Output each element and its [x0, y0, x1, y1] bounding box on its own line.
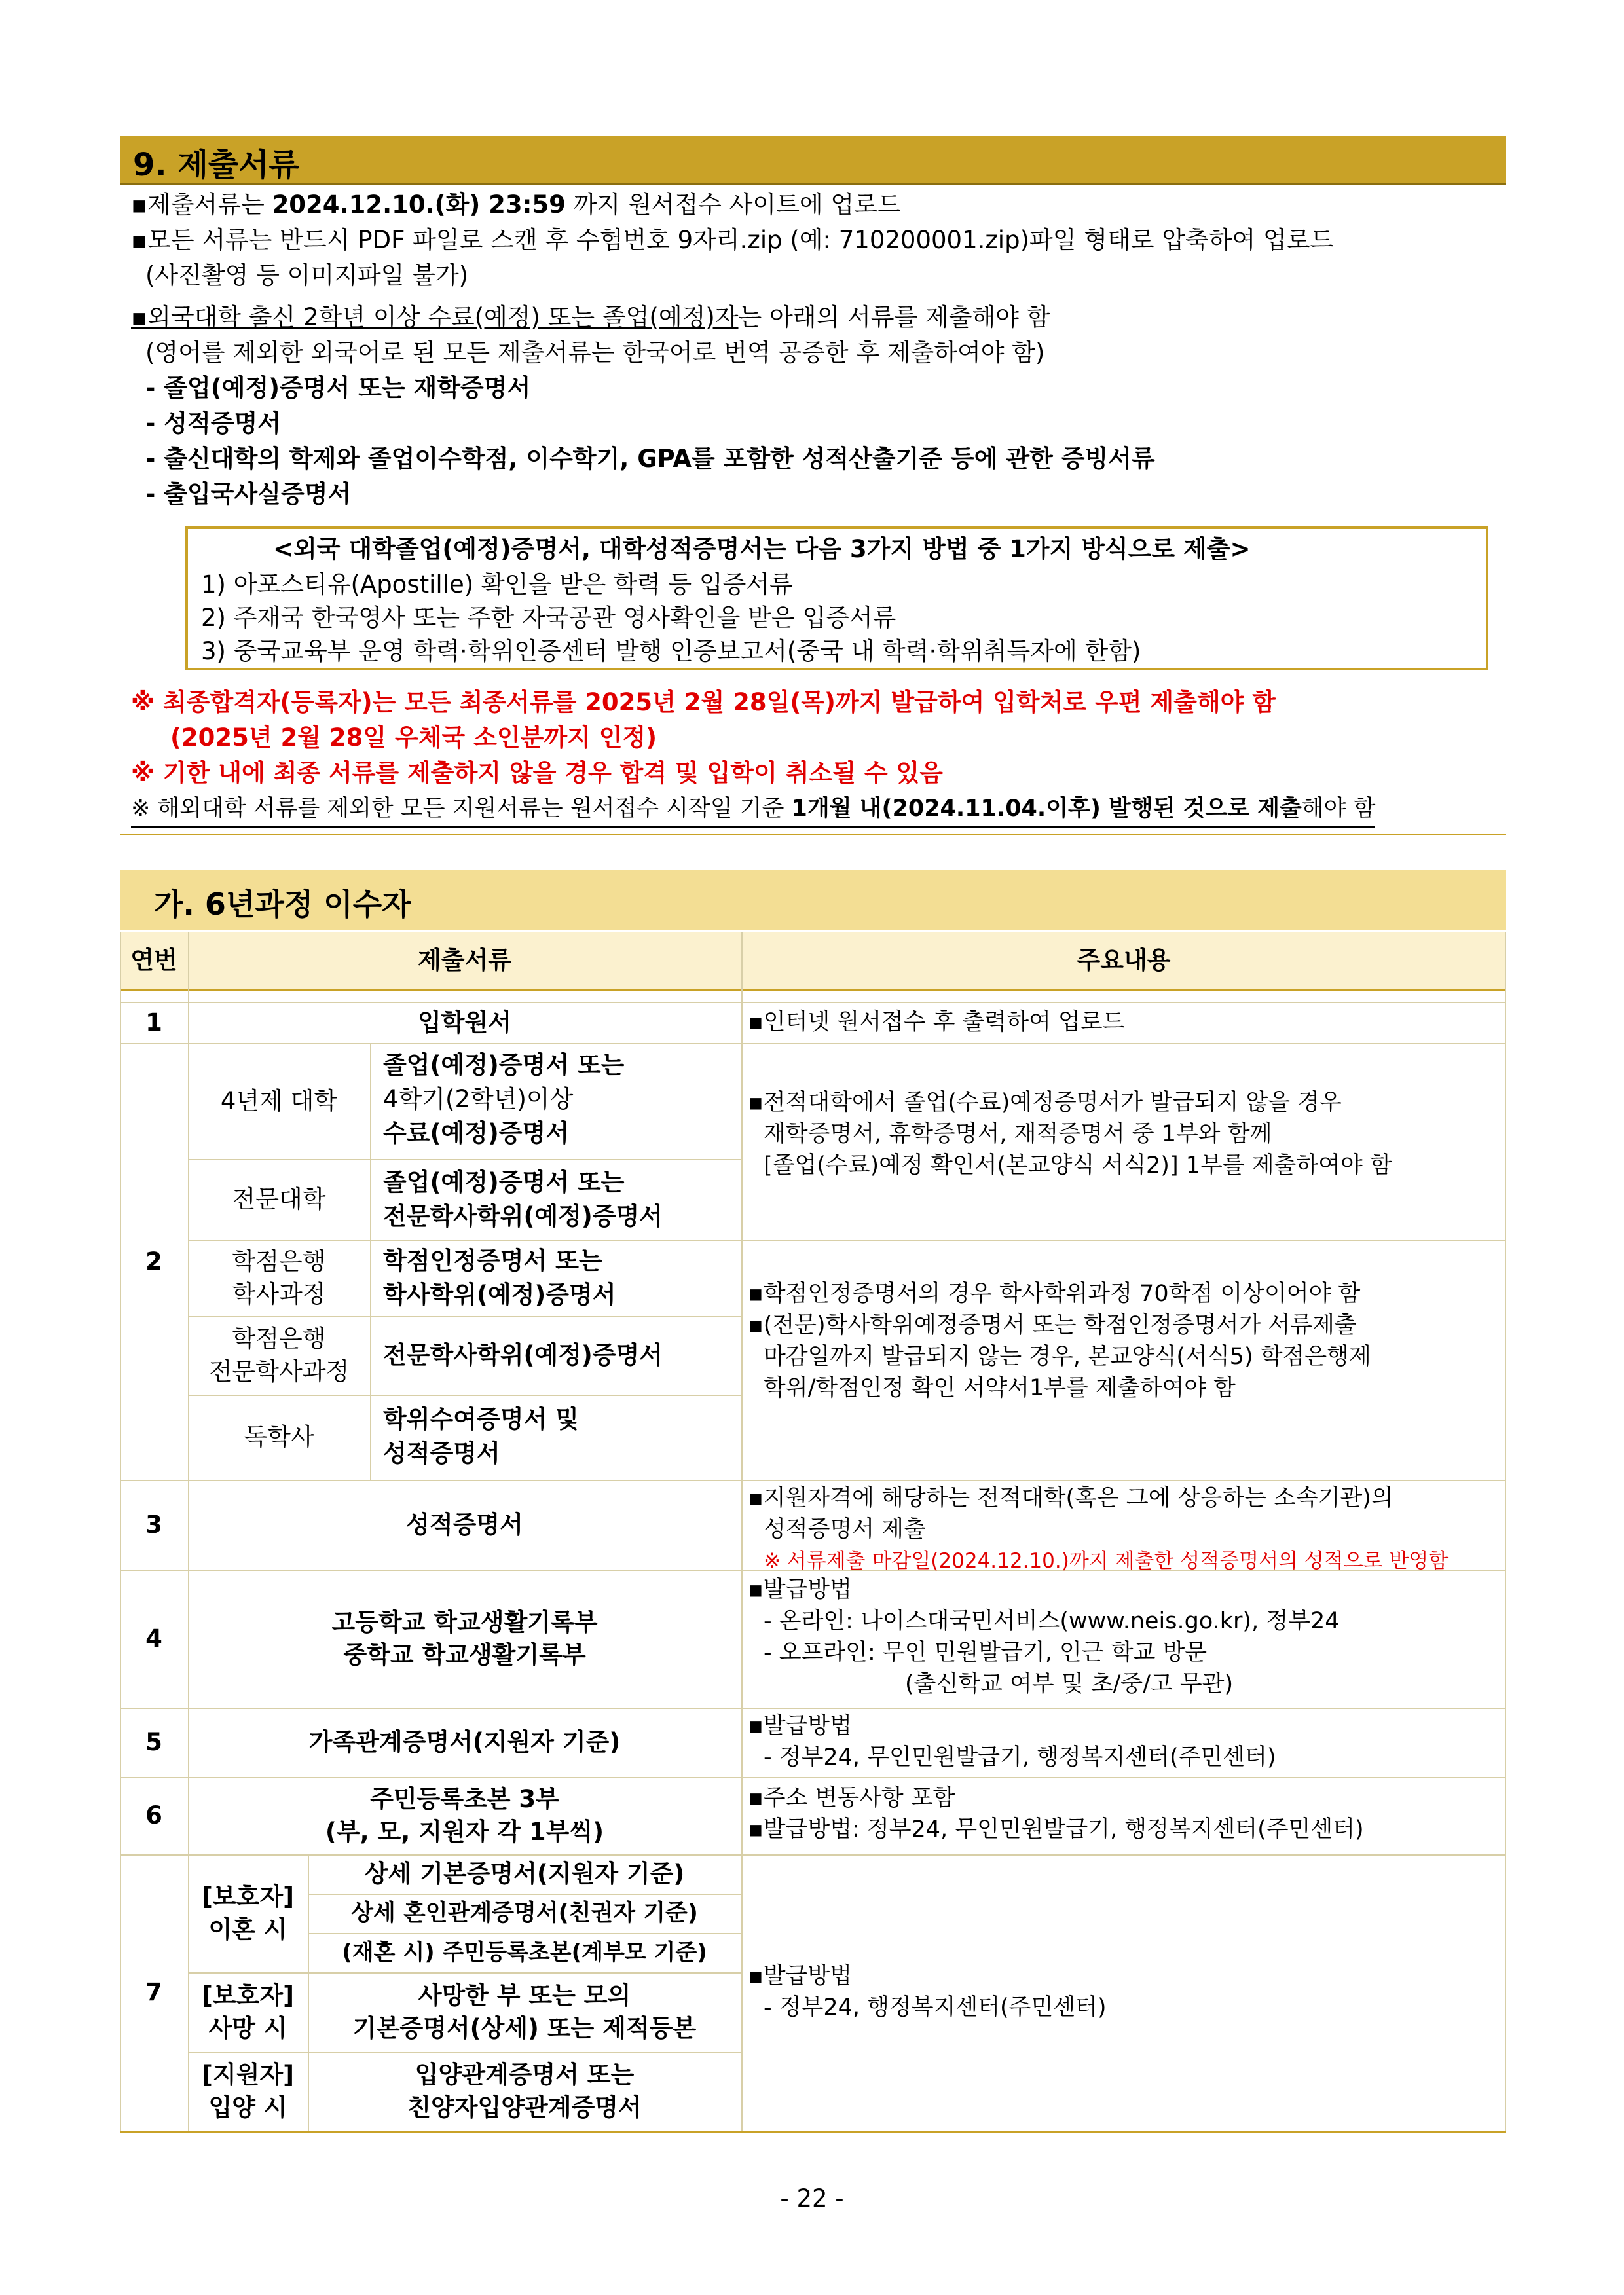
warning-postmark: (2025년 2월 28일 우체국 소인분까지 인정) — [170, 724, 657, 752]
row2-content-a-line1: ▪전적대학에서 졸업(수료)예정증명서가 발급되지 않을 경우 — [748, 1090, 1342, 1116]
row7-content-line1: ▪발급방법 — [748, 1963, 852, 1989]
row2-doc-credit-bachelor — [383, 1244, 616, 1312]
row2-type-credit-associate: 학점은행 전문학사과정 — [208, 1325, 350, 1386]
row2-type-college: 전문대학 — [232, 1185, 326, 1213]
row2-content-b — [748, 1278, 1371, 1404]
row2-doc-4yr-line1: 졸업(예정)증명서 또는 — [383, 1051, 625, 1079]
row7-g1-label — [188, 1854, 308, 1972]
row2-doc-4yr-line3: 수료(예정)증명서 — [383, 1119, 570, 1147]
row7-g3-doc-line1: 입양관계증명서 또는 — [415, 2061, 635, 2089]
row7-g1-doc3: (재혼 시) 주민등록초본(계부모 기준) — [342, 1939, 707, 1966]
row2-doc-credit-associate-line1: 전문학사학위(예정)증명서 — [383, 1341, 663, 1369]
row4-no: 4 — [145, 1625, 162, 1653]
row6-doc — [188, 1777, 741, 1854]
row2-content-b-line3: 마감일까지 발급되지 않는 경우, 본교양식(서식5) 학점은행제 — [764, 1344, 1371, 1370]
note-foreign — [131, 300, 1050, 335]
row7-g2-label-line1: [보호자] — [201, 1981, 295, 2010]
method-box-title: <외국 대학졸업(예정)증명서, 대학성적증명서는 다음 3가지 방법 중 1가지 방식으로 제출> — [273, 535, 1251, 563]
warning-issue-date — [131, 791, 1375, 828]
row2-content-b-line1: ▪학점인정증명서의 경우 학사학위과정 70학점 이상이어야 함 — [748, 1281, 1361, 1307]
row2-doc-credit-bachelor-line2: 학사학위(예정)증명서 — [383, 1281, 616, 1309]
th-no: 연번 — [130, 946, 177, 974]
row7-content-line2: - 정부24, 행정복지센터(주민센터) — [764, 1994, 1107, 2021]
row4-content-line3: - 오프라인: 무인 민원발급기, 인근 학교 방문 — [764, 1640, 1208, 1666]
row1-content: ▪인터넷 원서접수 후 출력하여 업로드 — [748, 1009, 1125, 1035]
row2-type-credit-bachelor: 학점은행 학사과정 — [232, 1247, 326, 1308]
row3-no: 3 — [145, 1511, 162, 1539]
row4-doc — [188, 1570, 741, 1708]
method-item-1: 1) 아포스티유(Apostille) 확인을 받은 학력 등 입증서류 — [201, 570, 793, 598]
row5-doc: 가족관계증명서(지원자 기준) — [308, 1728, 621, 1756]
row4-doc-line1: 고등학교 학교생활기록부 — [331, 1608, 598, 1636]
row1-doc: 입학원서 — [418, 1008, 511, 1037]
row6-content — [748, 1782, 1364, 1845]
note-deadline — [131, 187, 901, 223]
row3-content-line2: 성적증명서 제출 — [764, 1516, 926, 1543]
row3-content — [748, 1482, 1448, 1577]
doc-item-2: - 성적증명서 — [145, 409, 281, 437]
row1-no: 1 — [145, 1008, 162, 1037]
row7-g1-label-line1: [보호자] — [201, 1882, 295, 1911]
row3-content-line1: ▪지원자격에 해당하는 전적대학(혹은 그에 상응하는 소속기관)의 — [748, 1485, 1393, 1511]
row5-content — [748, 1710, 1276, 1773]
section-header — [120, 136, 1506, 185]
row7-g2-doc-line2: 기본증명서(상세) 또는 제적등본 — [352, 2014, 697, 2042]
row6-doc-line1: 주민등록초본 3부 — [370, 1785, 559, 1813]
row7-g3-label-line2: 입양 시 — [208, 2093, 287, 2121]
row6-no: 6 — [145, 1801, 162, 1829]
method-box — [185, 526, 1488, 670]
row4-content-line2: - 온라인: 나이스대국민서비스(www.neis.go.kr), 정부24 — [764, 1608, 1340, 1634]
row7-g1-doc1: 상세 기본증명서(지원자 기준) — [364, 1860, 685, 1888]
row2-doc-college-line1: 졸업(예정)증명서 또는 — [383, 1168, 625, 1196]
row2-doc-self-study-line1: 학위수여증명서 및 — [383, 1405, 579, 1433]
row2-content-a-line3: [졸업(수료)예정 확인서(본교양식 서식2)] 1부를 제출하여야 함 — [764, 1152, 1392, 1179]
row2-content-a-line2: 재학증명서, 휴학증명서, 재적증명서 중 1부와 함께 — [764, 1121, 1272, 1147]
warning-cancel: ※ 기한 내에 최종 서류를 제출하지 않을 경우 합격 및 입학이 취소될 수 있음 — [131, 759, 943, 787]
method-item-2: 2) 주재국 한국영사 또는 주한 자국공관 영사확인을 받은 입증서류 — [201, 604, 896, 632]
row2-doc-credit-associate — [383, 1338, 663, 1372]
row2-content-b-line2: ▪(전문)학사학위예정증명서 또는 학점인정증명서가 서류제출 — [748, 1312, 1357, 1338]
row3-doc: 성적증명서 — [406, 1511, 523, 1539]
page-number: - 22 - — [780, 2184, 844, 2212]
row5-content-line2: - 정부24, 무인민원발급기, 행정복지센터(주민센터) — [764, 1744, 1276, 1771]
note-pdf-sub: (사진촬영 등 이미지파일 불가) — [145, 261, 469, 289]
doc-item-4: - 출입국사실증명서 — [145, 480, 352, 508]
row2-doc-college-line2: 전문학사학위(예정)증명서 — [383, 1202, 663, 1230]
row2-doc-self-study-line2: 성적증명서 — [383, 1439, 500, 1467]
row4-content-line4: (출신학교 여부 및 초/중/고 무관) — [905, 1671, 1234, 1697]
row2-doc-college — [383, 1166, 663, 1234]
note-foreign-underlined: ▪외국대학 출신 2학년 이상 수료(예정) 또는 졸업(예정)자 — [131, 303, 739, 331]
row7-g3-label-line1: [지원자] — [201, 2061, 295, 2089]
th-content: 주요내용 — [1077, 946, 1171, 974]
note-deadline-prefix: ▪제출서류는 — [131, 191, 272, 219]
th-docs: 제출서류 — [418, 946, 511, 974]
note-foreign-rest: 는 아래의 서류를 제출해야 함 — [738, 303, 1050, 331]
row5-content-line1: ▪발급방법 — [748, 1713, 852, 1739]
note-pdf: ▪모든 서류는 반드시 PDF 파일로 스캔 후 수험번호 9자리.zip (예: 710200001.zip)파일 형태로 압축하여 업로드 — [131, 226, 1334, 254]
row2-content-b-line4: 학위/학점인정 확인 서약서1부를 제출하여야 함 — [764, 1375, 1236, 1401]
doc-item-1: - 졸업(예정)증명서 또는 재학증명서 — [145, 374, 531, 402]
row3-note: ※ 서류제출 마감일(2024.12.10.)까지 제출한 성적증명서의 성적으로 반영함 — [764, 1549, 1449, 1573]
divider — [120, 834, 1506, 835]
row4-doc-line2: 중학교 학교생활기록부 — [343, 1641, 586, 1669]
note-deadline-suffix: 까지 원서접수 사이트에 업로드 — [565, 191, 901, 219]
row2-doc-4yr-line2: 4학기(2학년)이상 — [383, 1085, 574, 1113]
row2-content-a — [748, 1087, 1392, 1181]
row7-content — [748, 1960, 1107, 2023]
row4-content-line1: ▪발급방법 — [748, 1577, 852, 1603]
row6-content-line2: ▪발급방법: 정부24, 무인민원발급기, 행정복지센터(주민센터) — [748, 1816, 1364, 1843]
note-deadline-date: 2024.12.10.(화) 23:59 — [272, 191, 566, 219]
row2-type-4yr: 4년제 대학 — [220, 1086, 338, 1115]
row2-doc-self-study — [383, 1403, 579, 1471]
method-item-3: 3) 중국교육부 운영 학력·학위인증센터 발행 인증보고서(중국 내 학력·학위취득자에 한함) — [201, 637, 1141, 665]
row7-no: 7 — [145, 1978, 162, 2006]
row5-no: 5 — [145, 1728, 162, 1756]
row7-g2-doc-line1: 사망한 부 또는 모의 — [418, 1981, 631, 2010]
row7-g3-doc-line2: 친양자입양관계증명서 — [407, 2093, 642, 2121]
note-translation: (영어를 제외한 외국어로 된 모든 제출서류는 한국어로 번역 공증한 후 제출하여야 함) — [145, 339, 1045, 367]
row7-g1-label-line2: 이혼 시 — [208, 1915, 287, 1943]
row7-g1-doc2: 상세 혼인관계증명서(친권자 기준) — [351, 1900, 698, 1926]
warning-issue-bold: 1개월 내(2024.11.04.이후) 발행된 것으로 제출 — [791, 796, 1302, 822]
section-title: 9. 제출서류 — [133, 147, 299, 183]
warning-issue-suffix: 해야 함 — [1301, 796, 1376, 822]
row7-g2-label-line2: 사망 시 — [208, 2014, 287, 2042]
row4-content — [748, 1574, 1340, 1700]
row2-doc-4yr — [383, 1048, 624, 1150]
row7-g2-label — [188, 1972, 308, 2052]
row6-content-line1: ▪주소 변동사항 포함 — [748, 1785, 955, 1811]
row7-g3-doc — [308, 2052, 741, 2131]
subsection-title: 가. 6년과정 이수자 — [154, 887, 411, 922]
row7-g3-label — [188, 2052, 308, 2131]
row7-g2-doc — [308, 1972, 741, 2052]
subsection-header — [120, 870, 1506, 930]
row2-no: 2 — [145, 1247, 162, 1276]
warning-issue-prefix: ※ 해외대학 서류를 제외한 모든 지원서류는 원서접수 시작일 기준 — [131, 796, 792, 822]
warning-final-docs: ※ 최종합격자(등록자)는 모든 최종서류를 2025년 2월 28일(목)까지 발급하여 입학처로 우편 제출해야 함 — [131, 688, 1276, 716]
row2-type-self-study: 독학사 — [244, 1423, 314, 1451]
row6-doc-line2: (부, 모, 지원자 각 1부씩) — [325, 1818, 604, 1846]
row2-doc-credit-bachelor-line1: 학점인정증명서 또는 — [383, 1247, 602, 1275]
doc-item-3: - 출신대학의 학제와 졸업이수학점, 이수학기, GPA를 포함한 성적산출기준 등에 관한 증빙서류 — [145, 445, 1155, 473]
